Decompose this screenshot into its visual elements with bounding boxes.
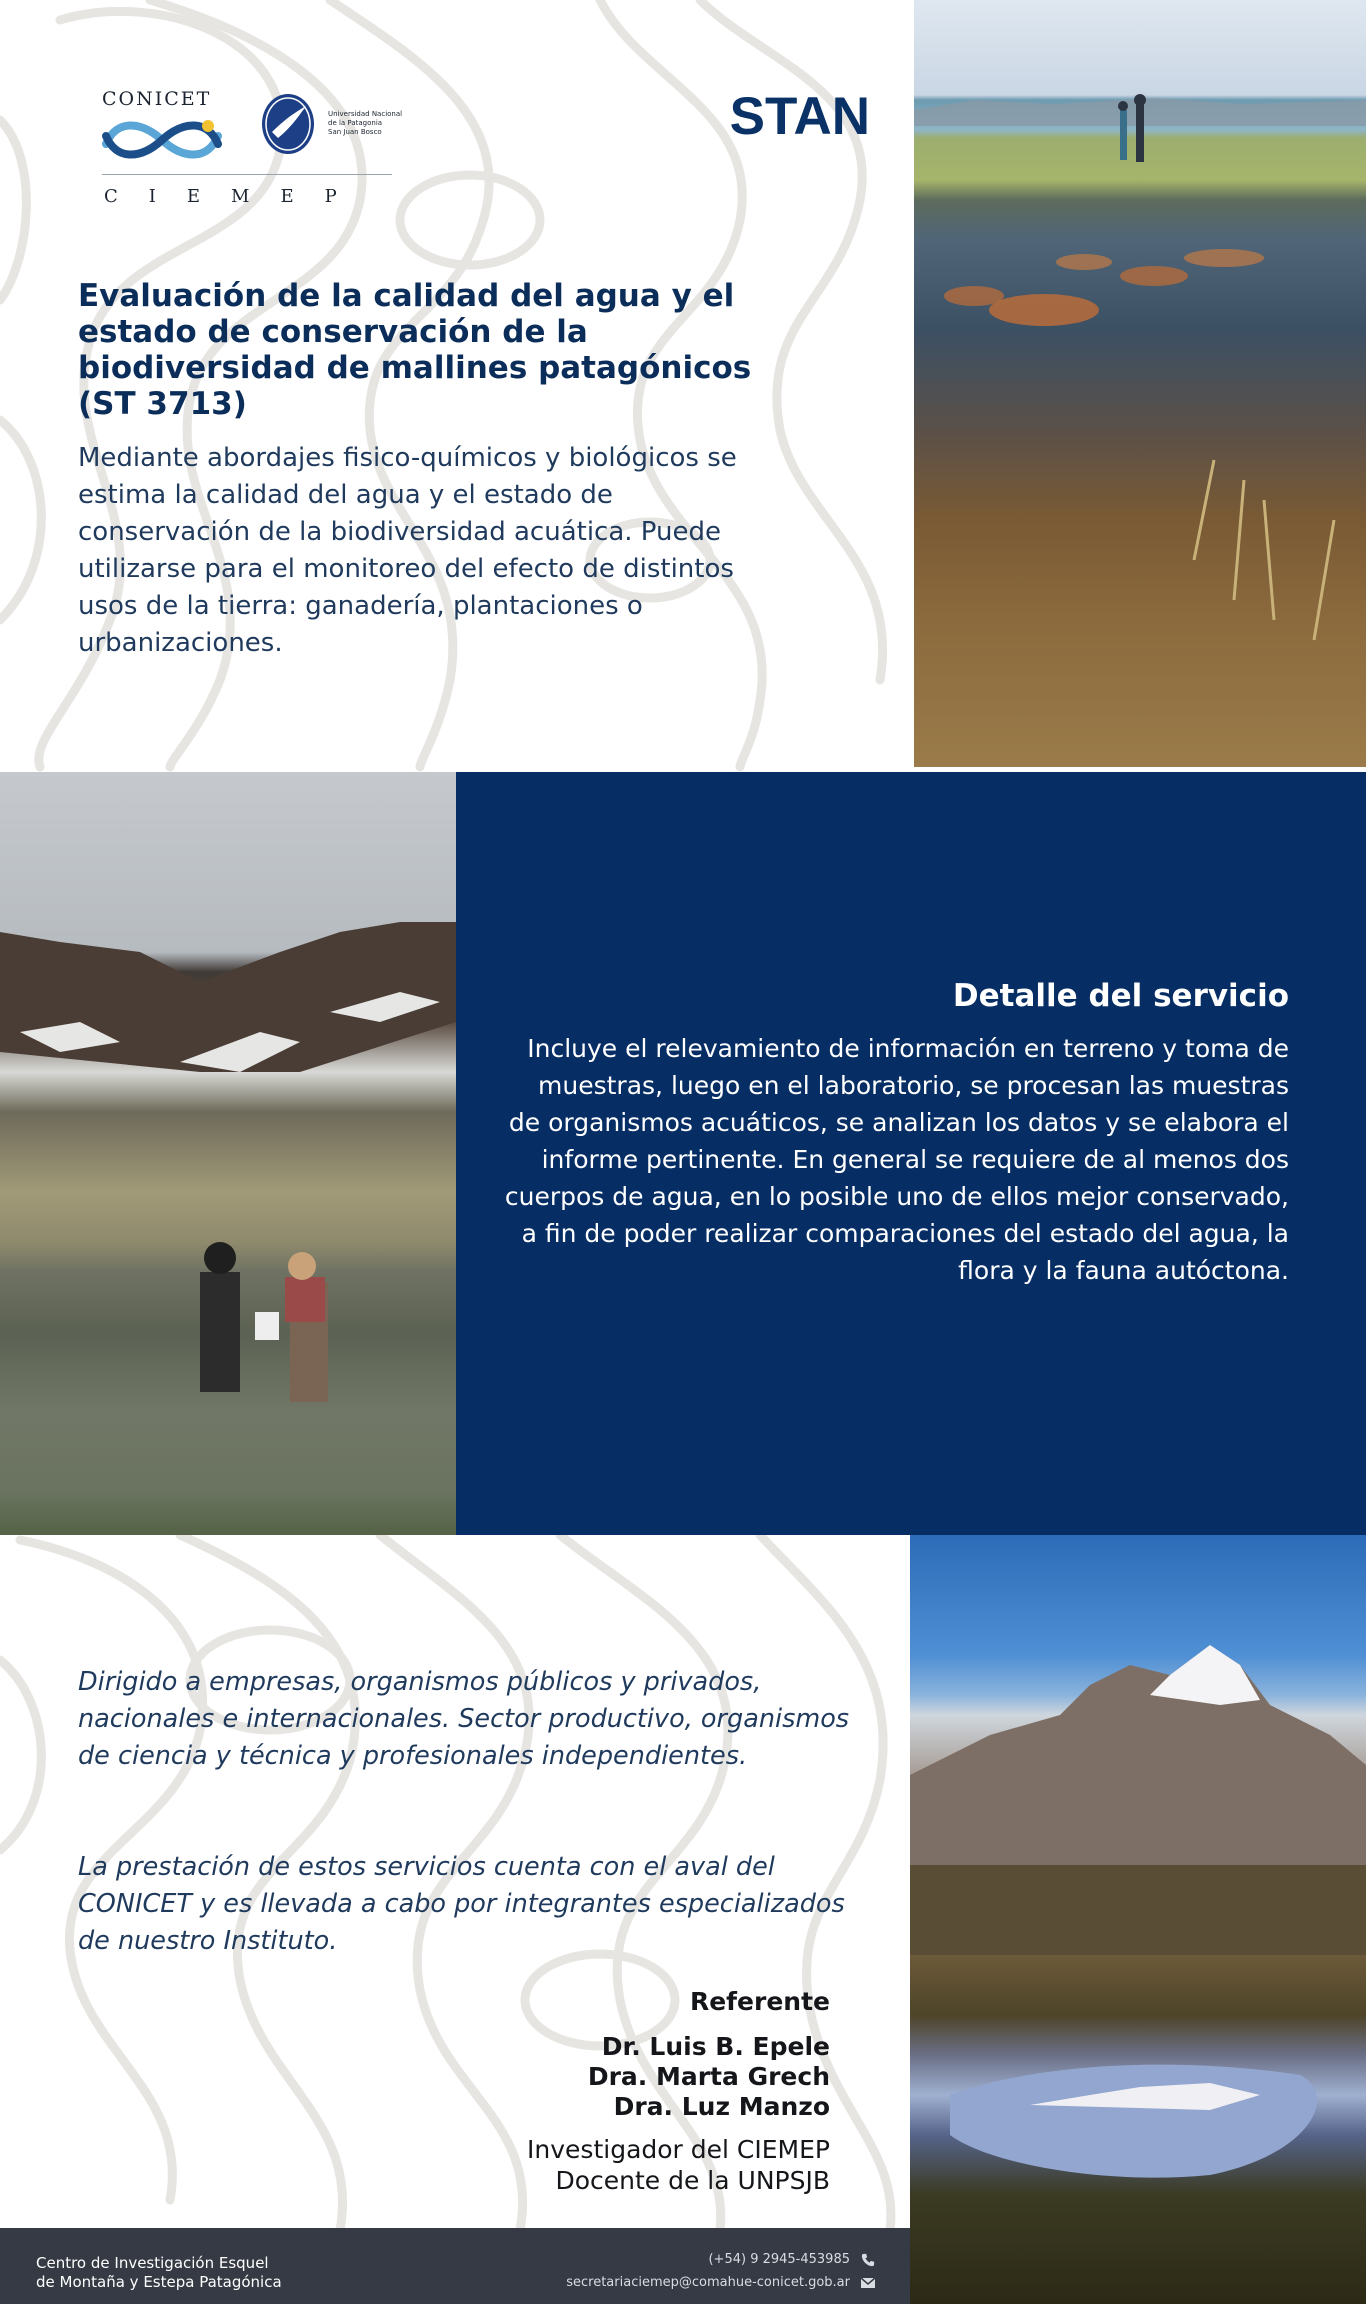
ciemep-wordmark: CIEMEP: [104, 186, 368, 207]
mountain-lake-scene: [910, 1535, 1366, 2304]
target-audience: Dirigido a empresas, organismos públicos y privados, nacionales e internacionales. Sector productivo, organismos de ciencia y técnica y profesionales independientes.: [78, 1667, 850, 1771]
service-detail-text: Incluye el relevamiento de información en terreno y toma de muestras, luego en el laboratorio, se procesan las muestras de organismos acuáticos, se analizan los datos y se elabora el informe pertinente. En general se requiere de al menos dos cuerpos de agua, en lo posible uno de ellos mejor conservado, a fin de poder realizar comparaciones del estado del agua, la flora y la fauna autóctona.: [504, 1034, 1289, 1285]
referente-role: Docente de la UNPSJB: [555, 2166, 830, 2195]
university-name-line: de la Patagonia: [328, 119, 383, 127]
referente-name: Dra. Luz Manzo: [613, 2092, 830, 2121]
conicet-wordmark: CONICET: [102, 88, 212, 110]
contact-email: [566, 2271, 876, 2294]
referente-heading: Referente: [689, 1987, 830, 2016]
mountain-lake-photo: [910, 1535, 1366, 2304]
phone-icon: [860, 2253, 876, 2267]
mail-icon: [860, 2276, 876, 2290]
university-seal-icon: [256, 92, 320, 156]
university-name-line: San Juan Bosco: [328, 128, 382, 136]
footer-contact: [566, 2248, 876, 2294]
footer-bar: [0, 2228, 910, 2304]
partner-logos: [100, 88, 403, 213]
email-address[interactable]: secretariaciemep@comahue-conicet.gob.ar: [566, 2275, 850, 2290]
service-detail-panel: [456, 772, 1366, 1535]
footer-organization: [36, 2254, 282, 2292]
conicet-logo-icon: [100, 114, 224, 164]
logo-divider: [102, 174, 392, 175]
university-name: [328, 110, 428, 137]
service-title: Evaluación de la calidad del agua y el estado de conservación de la biodiversidad de mallines patagónicos (ST 3713): [78, 278, 752, 422]
endorsement-note: La prestación de estos servicios cuenta con el aval del CONICET y es llevada a cabo por integrantes especializados de nuestro Instituto.: [78, 1852, 845, 1956]
referente-roles: [430, 2134, 830, 2196]
referente-name: Dr. Luis B. Epele: [601, 2032, 830, 2061]
contact-phone: [566, 2248, 876, 2271]
wetland-scene: [914, 0, 1366, 767]
university-name-line: Universidad Nacional: [328, 110, 403, 118]
stan-brand: STAN: [729, 87, 870, 146]
footer-org-line: de Montaña y Estepa Patagónica: [36, 2273, 282, 2291]
referente-name: Dra. Marta Grech: [587, 2062, 830, 2091]
lake-sampling-scene: [0, 772, 456, 1535]
service-summary: Mediante abordajes fisico-químicos y biológicos se estima la calidad del agua y el estado de conservación de la biodiversidad acuática. Puede utilizarse para el monitoreo del efecto de distintos usos de la tierra: ganadería, plantaciones o urbanizaciones.: [78, 443, 737, 658]
footer-org-line: Centro de Investigación Esquel: [36, 2254, 269, 2272]
service-detail-heading: Detalle del servicio: [952, 978, 1289, 1014]
wetland-photo: [914, 0, 1366, 767]
phone-number[interactable]: (+54) 9 2945-453985: [708, 2252, 850, 2267]
lake-sampling-photo: [0, 772, 456, 1535]
referente-block: [430, 1986, 830, 2196]
referente-role: Investigador del CIEMEP: [527, 2135, 830, 2164]
